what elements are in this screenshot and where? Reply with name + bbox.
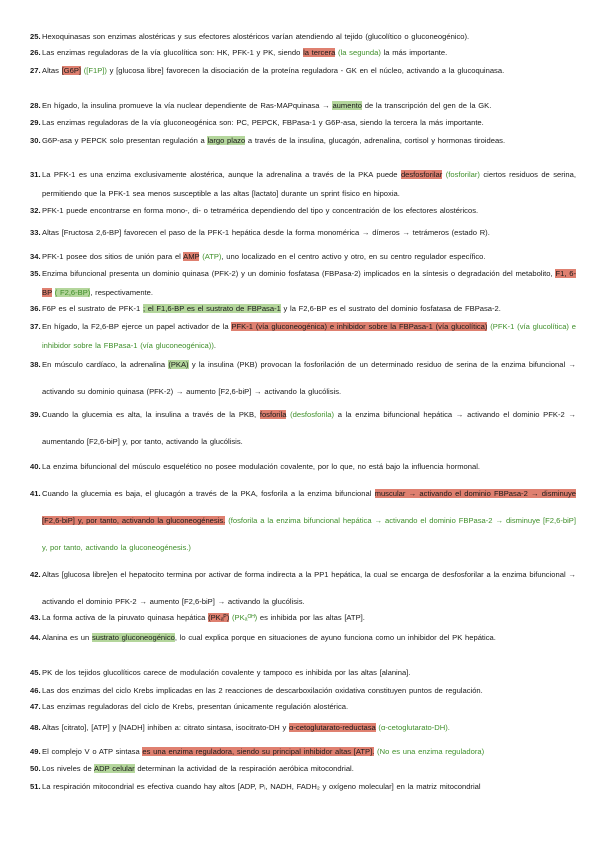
item-40: [30, 457, 576, 476]
text-segment: En hígado, la insulina promueve la vía nuclear dependiente de Ras-MAPquinasa →: [42, 101, 333, 110]
item-number: 44.: [30, 633, 41, 642]
text-segment: de la transcripción del gen de la GK.: [362, 101, 492, 110]
item-text: [30, 401, 576, 455]
text-segment: la más importante.: [380, 48, 448, 57]
text-segment: La forma activa de la piruvato quinasa hepática: [42, 613, 209, 622]
text-segment: , lo cual explica porque en situaciones de ayuno funciona como un inhibidor del PK hepática.: [174, 633, 496, 642]
item-text: [30, 718, 576, 737]
item-number: 42.: [30, 570, 41, 579]
item-45: [30, 663, 576, 682]
red-highlight: desfosforilar: [400, 170, 443, 179]
text-segment: La PFK-1 es una enzima exclusivamente alostérica, aunque la adrenalina a través de la PKA puede: [42, 170, 401, 179]
text-segment: F6P es el sustrato de PFK-1: [42, 304, 143, 313]
item-text: [30, 480, 576, 561]
item-number: 27.: [30, 66, 41, 75]
item-number: 29.: [30, 118, 41, 127]
item-26: [30, 43, 576, 62]
item-number: 26.: [30, 48, 41, 57]
green-correction: (desfosforila): [286, 410, 335, 419]
red-highlight: muscular → activando el dominio FBPasa-2 → disminuye [F2,6-biP] y, por tanto, activando la gluconeogénesis.: [42, 489, 576, 525]
text-segment: , respectivamente.: [90, 288, 153, 297]
green-correction: ([F1P]): [83, 66, 107, 75]
text-segment: es inhibida por las altas [ATP].: [257, 613, 365, 622]
item-36: [30, 299, 576, 318]
item-text: [30, 165, 576, 203]
item-number: 33.: [30, 228, 41, 237]
item-number: 50.: [30, 764, 41, 773]
item-number: 36.: [30, 304, 41, 313]
item-39: [30, 401, 576, 455]
text-segment: a través de la insulina, glucagón, adrenalina, cortisol y hormonas tiroideas.: [245, 136, 506, 145]
item-number: 41.: [30, 489, 41, 498]
green-correction: (la segunda): [335, 48, 381, 57]
green-highlight: (PKA): [168, 360, 189, 369]
item-33: [30, 223, 576, 242]
green-correction: (fosforila a la enzima bifuncional hepática → activando el dominio FBPasa-2 → disminuye [F2,6-biP] y, por tanto, activando la gluconeogénesis.): [42, 516, 576, 552]
item-42: [30, 561, 576, 615]
item-31: [30, 165, 576, 203]
red-highlight: α-cetoglutarato-reductasa: [289, 723, 376, 732]
item-number: 46.: [30, 686, 41, 695]
item-text: [30, 113, 576, 132]
item-number: 48.: [30, 723, 41, 732]
item-text: [30, 628, 576, 647]
text-segment: Alanina es un: [42, 633, 92, 642]
text-segment: y la F2,6-BP es el sustrato del dominio fosfatasa de FBPasa-2.: [280, 304, 501, 313]
green-highlight: ( F2,6-BP): [54, 288, 91, 297]
item-number: 30.: [30, 136, 41, 145]
text-segment: Altas [Fructosa 2,6-BP] favorecen el paso de la PFK-1 hepática desde la forma monomérica → dímeros → tetrámeros (estado R).: [42, 228, 490, 237]
text-segment: Hexoquinasas son enzimas alostéricas y sus efectores alostéricos varían atendiendo al tejido (glucolítico o gluconeogénico).: [42, 32, 470, 41]
item-text: [30, 299, 576, 318]
item-text: [30, 777, 576, 796]
item-text: [30, 223, 576, 242]
item-44: [30, 628, 576, 647]
red-highlight: AMP: [183, 252, 200, 261]
text-segment: Las enzimas reguladoras del ciclo de Krebs, presentan únicamente regulación alostérica.: [42, 702, 349, 711]
item-text: [30, 457, 576, 476]
item-27: [30, 61, 576, 80]
green-correction: (α-cetoglutarato-DH).: [375, 723, 450, 732]
item-30: [30, 131, 576, 150]
item-number: 35.: [30, 269, 41, 278]
item-text: [30, 264, 576, 302]
text-segment: y [glucosa libre] favorecen la disociación de la proteína reguladora - GK en el núcleo, activando a la glucoquinasa.: [106, 66, 505, 75]
red-highlight: la tercera: [303, 48, 336, 57]
text-segment: determinan la actividad de la respiración aeróbica mitocondrial.: [134, 764, 354, 773]
item-29: [30, 113, 576, 132]
item-37: [30, 317, 576, 355]
item-41: [30, 480, 576, 561]
item-number: 45.: [30, 668, 41, 677]
item-number: 38.: [30, 360, 41, 369]
text-segment: .: [213, 341, 216, 350]
red-highlight: fosforila: [259, 410, 287, 419]
green-highlight: sustrato gluconeogénico: [91, 633, 175, 642]
text-segment: , uno localizado en el centro activo y otro, en su centro regulador específico.: [221, 252, 486, 261]
green-highlight: aumento: [332, 101, 363, 110]
item-number: 32.: [30, 206, 41, 215]
item-number: 34.: [30, 252, 41, 261]
green-correction: (fosforilar): [442, 170, 480, 179]
item-number: 37.: [30, 322, 41, 331]
green-highlight: largo plazo: [207, 136, 246, 145]
text-segment: PFK-1 posee dos sitios de unión para el: [42, 252, 184, 261]
text-segment: En músculo cardíaco, la adrenalina: [42, 360, 169, 369]
item-text: [30, 759, 576, 778]
item-35: [30, 264, 576, 302]
item-number: 49.: [30, 747, 41, 756]
text-segment: Los niveles de: [42, 764, 95, 773]
item-32: [30, 201, 576, 220]
item-47: [30, 697, 576, 716]
red-highlight: (PKₐᴾ): [208, 613, 230, 622]
item-text: [30, 201, 576, 220]
item-38: [30, 351, 576, 405]
item-43: [30, 608, 576, 627]
item-number: 39.: [30, 410, 41, 419]
green-correction: (PFK-1 (vía glucolítica) e inhibidor sobre la FBPasa-1 (vía gluconeogénica)): [42, 322, 577, 350]
text-segment: En hígado, la F2,6-BP ejerce un papel activador de la: [42, 322, 232, 331]
item-text: [30, 317, 576, 355]
item-text: [30, 697, 576, 716]
text-segment: Cuando la glucemia es baja, el glucagón a través de la PKA, fosforila a la enzima bifuncional: [42, 489, 375, 498]
text-segment: PFK-1 puede encontrarse en forma mono-, di- o tetramérica dependiendo del tipo y concentración de los efectores alostéricos.: [42, 206, 479, 215]
item-text: [30, 43, 576, 62]
item-number: 51.: [30, 782, 41, 791]
text-segment: PK de los tejidos glucolíticos carece de modulación covalente y tampoco es inhibida por las altas [alanina].: [42, 668, 411, 677]
item-number: 25.: [30, 32, 41, 41]
item-number: 47.: [30, 702, 41, 711]
item-50: [30, 759, 576, 778]
text-segment: y la insulina (PKB) provocan la fosforilación de un determinado residuo de serina de la enzima bifuncional → activando su dominio quinasa (PFK-2) → aumento [F2,6-biP] → activando la glucólisis.: [42, 360, 576, 396]
green-correction: (No es una enzima reguladora): [374, 747, 485, 756]
text-segment: Las enzimas reguladoras de la vía glucolítica son: HK, PFK-1 y PK, siendo: [42, 48, 304, 57]
item-48: [30, 718, 576, 737]
item-number: 43.: [30, 613, 41, 622]
green-highlight: ADP celular: [94, 764, 135, 773]
item-text: [30, 351, 576, 405]
item-number: 40.: [30, 462, 41, 471]
item-text: [30, 561, 576, 615]
text-segment: Las dos enzimas del ciclo Krebs implicadas en las 2 reacciones de descarboxilación oxidativa constituyen puntos de regulación.: [42, 686, 483, 695]
text-segment: a la enzima bifuncional hepática → activando el dominio PFK-2 → aumentando [F2,6-biP] y, por tanto, activando la glucólisis.: [42, 410, 576, 446]
red-highlight: [G6P]: [61, 66, 82, 75]
item-text: [30, 61, 576, 80]
item-51: [30, 777, 576, 796]
item-text: [30, 663, 576, 682]
text-segment: Enzima bifuncional presenta un dominio quinasa (PFK-2) y un dominio fosfatasa (FBPasa-2) implicados en la síntesis o degradación del metabolito,: [42, 269, 556, 278]
text-segment: Altas [citrato], [ATP] y [NADH] inhiben a: citrato sintasa, isocitrato-DH y: [42, 723, 290, 732]
red-highlight: es una enzima reguladora, siendo su principal inhibidor altas [ATP].: [142, 747, 375, 756]
text-segment: La enzima bifuncional del músculo esquelético no posee modulación covalente, por lo que, no está bajo la influencia hormonal.: [42, 462, 481, 471]
red-highlight: F1, 6-BP: [42, 269, 576, 297]
text-segment: G6P-asa y PEPCK solo presentan regulación a: [42, 136, 208, 145]
text-segment: Altas: [42, 66, 62, 75]
green-correction: (PKₐᴼᴴ): [229, 613, 258, 622]
text-segment: Altas [glucosa libre]en el hepatocito termina por activar de forma indirecta a la PP1 hepática, la cual se encarga de desfosforilar a la enzima bifuncional → activando el dominio PFK-2 → aumento [F2,6-biP] → activando la glucólisis.: [42, 570, 576, 606]
item-number: 28.: [30, 101, 41, 110]
text-segment: Cuando la glucemia es alta, la insulina a través de la PKB,: [42, 410, 260, 419]
item-text: [30, 608, 576, 627]
green-highlight: ; el F1,6-BP es el sustrato de FBPasa-1: [142, 304, 281, 313]
text-segment: El complejo V o ATP sintasa: [42, 747, 143, 756]
text-segment: Las enzimas reguladoras de la vía gluconeogénica son: PC, PEPCK, FBPasa-1 y G6P-asa, siendo la tercera la más importante.: [42, 118, 484, 127]
item-number: 31.: [30, 170, 41, 179]
text-segment: ciertos residuos de serina, permitiendo que la PFK-1 sea menos susceptible a las altas [lactato] durante un sprint físico en hipoxia.: [42, 170, 576, 198]
item-text: [30, 131, 576, 150]
green-correction: (ATP): [199, 252, 222, 261]
text-segment: La respiración mitocondrial es efectiva cuando hay altos [ADP, Pᵢ, NADH, FADH₂ y oxígeno molecular] en la matriz mitocondrial: [42, 782, 481, 791]
red-highlight: PFK-1 (vía gluconeogénica) e inhibidor sobre la FBPasa-1 (vía glucolítica): [231, 322, 488, 331]
